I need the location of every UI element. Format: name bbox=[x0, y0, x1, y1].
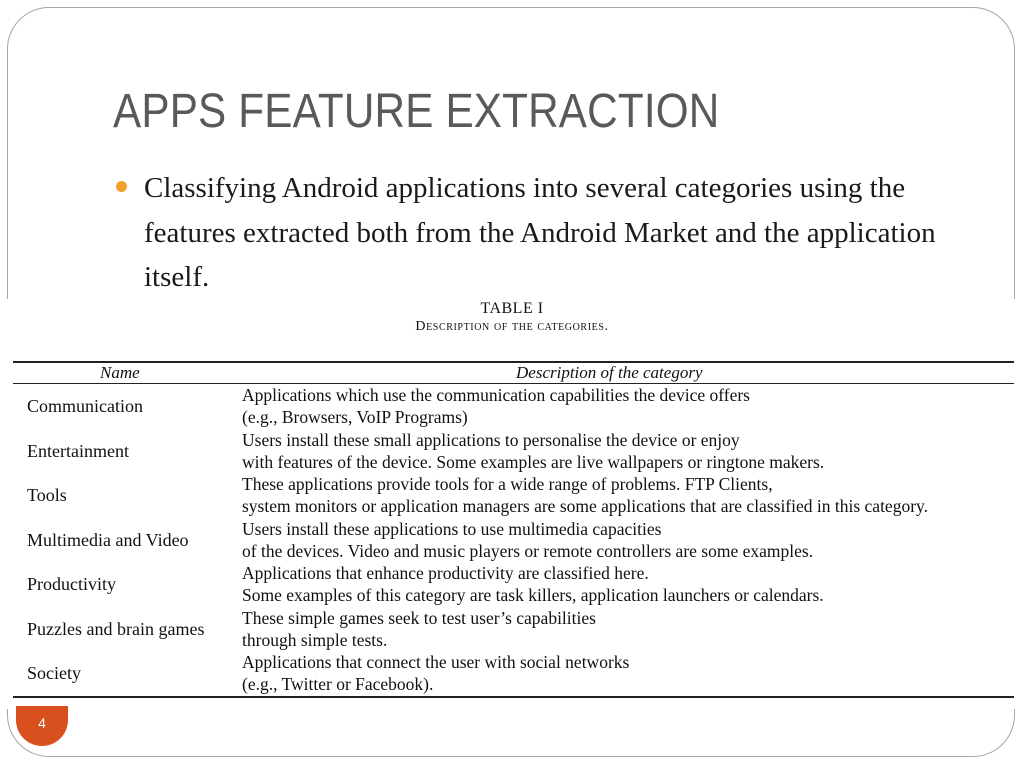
table-row bbox=[0, 518, 1024, 563]
table-row bbox=[0, 384, 1024, 429]
table-cell-description bbox=[242, 651, 629, 695]
slide-title: APPS FEATURE EXTRACTION bbox=[113, 85, 720, 138]
bullet-text: Classifying Android applications into several categories using the features extracted both from the Android Market and the application itself. bbox=[144, 172, 936, 293]
description-line: through simple tests. bbox=[242, 629, 388, 650]
table-cell-description bbox=[242, 429, 824, 473]
table-cell-description bbox=[242, 607, 596, 651]
description-line: Applications that connect the user with social networks bbox=[242, 652, 630, 672]
description-line: Users install these applications to use multimedia capacities bbox=[242, 518, 662, 539]
description-line: of the devices. Video and music players or remote controllers are some examples. bbox=[242, 540, 814, 561]
description-line: These applications provide tools for a wide range of problems. FTP Clients, bbox=[242, 474, 773, 494]
description-line: with features of the device. Some examples are live wallpapers or ringtone makers. bbox=[242, 451, 825, 472]
bullet-dot-icon bbox=[116, 181, 127, 192]
table-row bbox=[0, 473, 1024, 518]
table-row bbox=[0, 562, 1024, 607]
table-cell-name: Society bbox=[27, 663, 81, 683]
description-line: Applications which use the communication capabilities the device offers bbox=[242, 385, 750, 405]
description-line: Users install these small applications to personalise the device or enjoy bbox=[242, 429, 740, 450]
table-cell-name: Puzzles and brain games bbox=[27, 618, 205, 639]
table-top-rule bbox=[13, 361, 1014, 363]
table-cell-description bbox=[242, 384, 750, 428]
description-line: Applications that enhance productivity are classified here. bbox=[242, 563, 649, 583]
description-line: Some examples of this category are task killers, application launchers or calendars. bbox=[242, 585, 824, 606]
description-line: (e.g., Twitter or Facebook). bbox=[242, 674, 434, 695]
table-row bbox=[0, 607, 1024, 652]
table-row bbox=[0, 429, 1024, 474]
table-cell-description bbox=[242, 562, 824, 606]
description-line: (e.g., Browsers, VoIP Programs) bbox=[242, 407, 468, 428]
table-cell-name: Communication bbox=[27, 396, 143, 416]
table-caption-title: Description of the categories. bbox=[415, 319, 609, 334]
table-header-description: Description of the category bbox=[516, 363, 703, 382]
table-cell-name: Multimedia and Video bbox=[27, 529, 189, 550]
table-caption-label: TABLE I bbox=[480, 300, 544, 317]
table-header-name: Name bbox=[100, 363, 140, 382]
description-line: system monitors or application managers are some applications that are classified in this category. bbox=[242, 496, 929, 517]
table-cell-name: Tools bbox=[27, 485, 67, 505]
table-cell-name: Entertainment bbox=[27, 440, 129, 461]
table-cell-name: Productivity bbox=[27, 574, 116, 594]
table-bottom-rule bbox=[13, 696, 1014, 698]
table-row bbox=[0, 651, 1024, 696]
table-cell-description bbox=[242, 518, 813, 562]
description-line: These simple games seek to test user’s capabilities bbox=[242, 607, 596, 628]
page-number-badge: 4 bbox=[16, 706, 68, 746]
table-cell-description bbox=[242, 473, 928, 517]
